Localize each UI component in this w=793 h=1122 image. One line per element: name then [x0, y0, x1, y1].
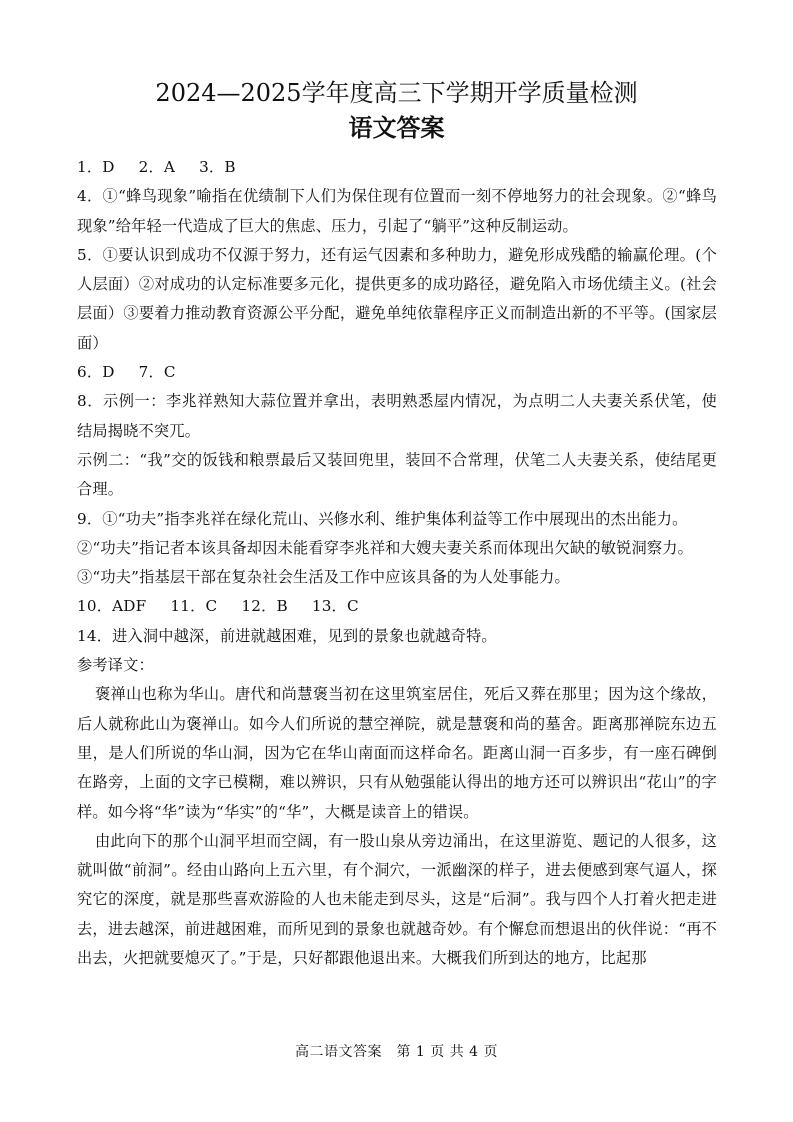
answer-14: 14．进入洞中越深，前进就越困难，见到的景象也就越奇特。	[77, 626, 497, 645]
answer-13: 13．C	[311, 597, 359, 616]
answer-9-point-2: ②“功夫”指记者本该具备却因未能看穿李兆祥和大嫂夫妻关系而体现出欠缺的敏锐洞察力。	[77, 538, 694, 557]
answer-12: 12．B	[241, 597, 288, 616]
page-title: 2024—2025学年度高三下学期开学质量检测	[155, 79, 638, 107]
answer-4: 4．①“蜂鸟现象”喻指在优绩制下人们为保住现有位置而一刻不停地努力的社会现象。②“蜂鸟现象”给年轻一代造成了巨大的焦虑、压力，引起了“躺平”这种反制运动。	[77, 187, 717, 235]
answer-1: 1．D	[77, 158, 115, 176]
answer-11: 11．C	[170, 597, 218, 616]
reference-translation-label: 参考译文：	[77, 656, 154, 675]
answer-9-point-3: ③“功夫”指基层干部在复杂社会生活及工作中应该具备的为人处事能力。	[77, 568, 570, 587]
answer-body	[77, 153, 717, 973]
answer-3: 3．B	[199, 158, 236, 176]
answer-5: 5．①要认识到成功不仅源于努力，还有运气因素和多种助力，避免形成残酷的输赢伦理。(个人层面）②对成功的认定标准要多元化，提供更多的成功路径，避免陷入市场优绩主义。(社会层面）③要着力推动教育资源公平分配，避免单纯依靠程序正义而制造出新的不平等。(国家层面）	[77, 245, 717, 352]
answer-9-point-1: 9．①“功夫”指李兆祥在绿化荒山、兴修水利、维护集体利益等工作中展现出的杰出能力。	[77, 509, 688, 528]
page-footer: 高二语文答案 第 1 页 共 4 页	[294, 1044, 499, 1060]
page-subtitle: 语文答案	[348, 113, 445, 142]
answer-2: 2．A	[138, 158, 176, 176]
reference-translation-paragraph-2: 由此向下的那个山洞平坦而空阔，有一股山泉从旁边涌出，在这里游览、题记的人很多，这就叫做“前洞”。经由山路向上五六里，有个洞穴，一派幽深的样子，进去便感到寒气逼人，探究它的深度，就是那些喜欢游险的人也未能走到尽头，这是“后洞”。我与四个人打着火把走进去，进去越深，前进越困难，而所见到的景象也就越奇妙。有个懈怠而想退出的伙伴说：“再不出去，火把就要熄灭了。”于是，只好都跟他退出来。大概我们所到达的地方，比起那	[77, 831, 717, 968]
reference-translation-paragraph-1: 褒禅山也称为华山。唐代和尚慧褒当初在这里筑室居住，死后又葬在那里；因为这个缘故，后人就称此山为褒禅山。如今人们所说的慧空禅院，就是慧褒和尚的墓舍。距离那禅院东边五里，是人们所说的华山洞，因为它在华山南面而这样命名。距离山洞一百多步，有一座石碑倒在路旁，上面的文字已模糊，难以辨识，只有从勉强能认得出的地方还可以辨识出“花山”的字样。如今将“华”读为“华实”的“华”，大概是读音上的错误。	[77, 685, 717, 821]
answer-10: 10．ADF	[77, 597, 147, 616]
answer-7: 7．C	[138, 363, 176, 382]
answers-1-3	[77, 153, 717, 182]
answers-6-7	[77, 358, 717, 387]
answer-8-example-2: 示例二：“我”交的饭钱和粮票最后又装回兜里，装回不合常理，伏笔二人夫妻关系，使结尾更合理。	[77, 450, 717, 499]
answers-10-13	[77, 592, 717, 621]
answer-8-example-1: 8．示例一：李兆祥熟知大蒜位置并拿出，表明熟悉屋内情况，为点明二人夫妻关系伏笔，使结局揭晓不突兀。	[77, 392, 717, 440]
answer-6: 6．D	[77, 363, 115, 382]
